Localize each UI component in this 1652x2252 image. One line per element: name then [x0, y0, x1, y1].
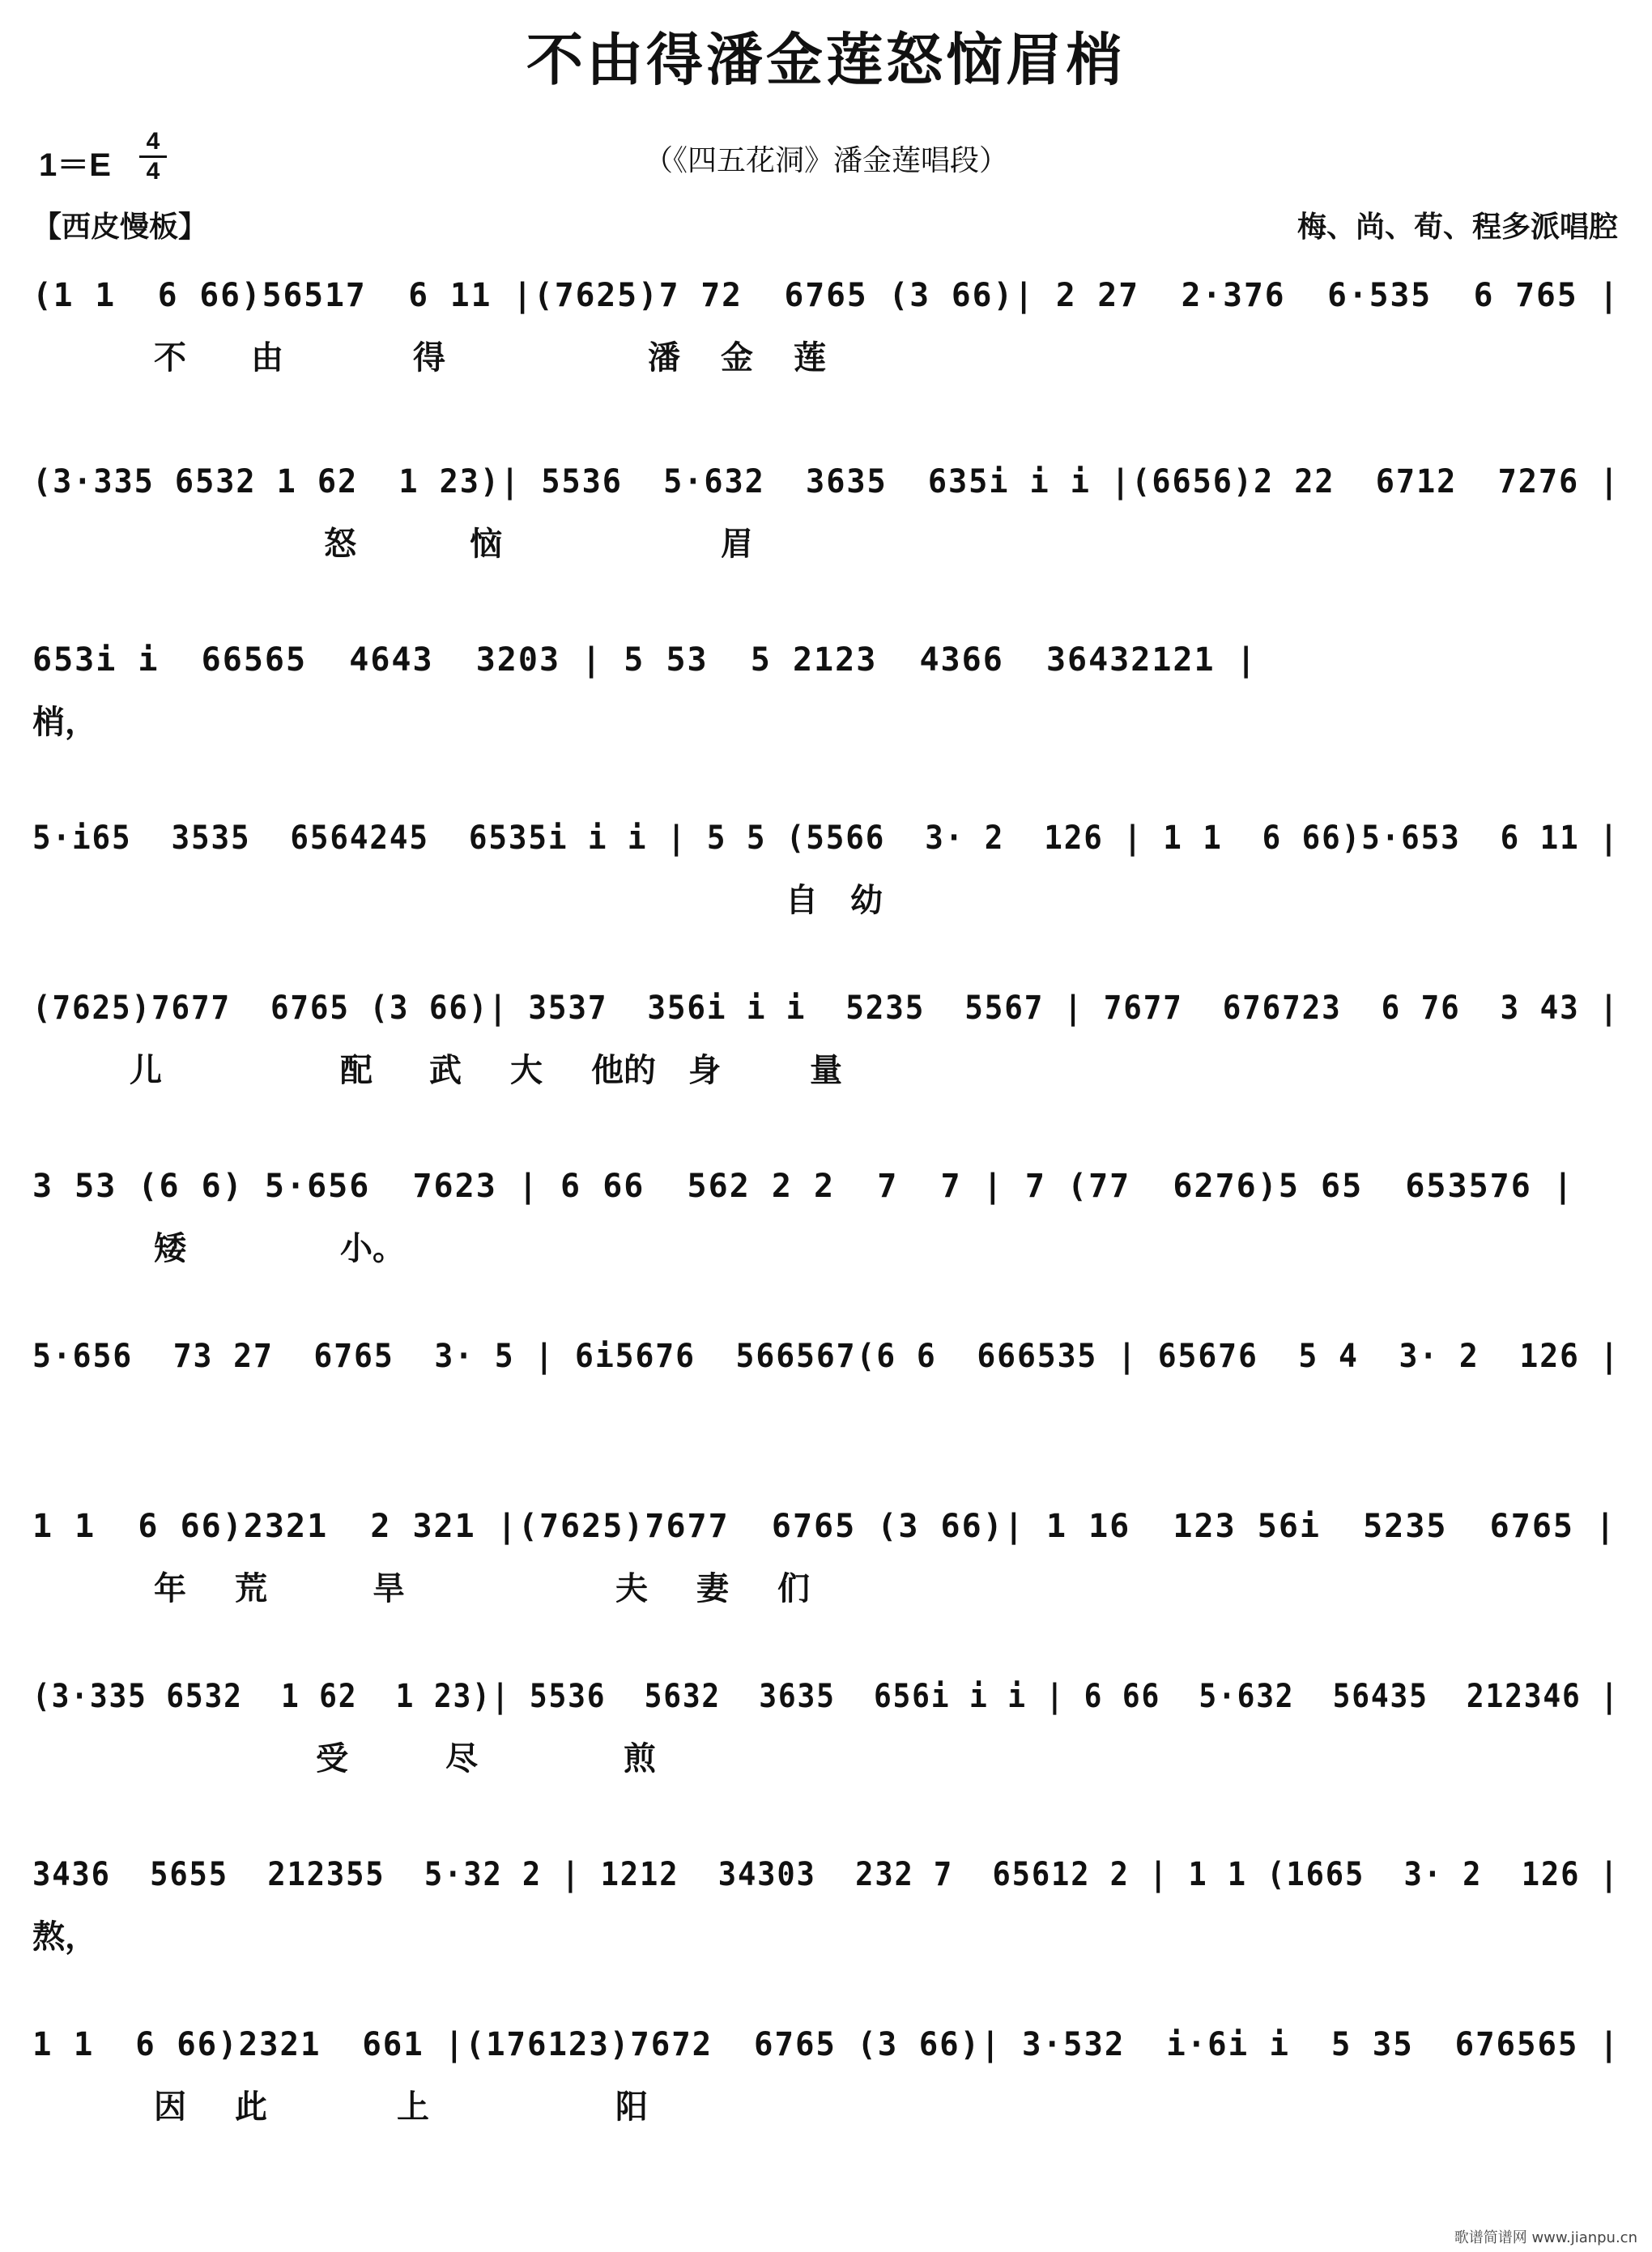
key-signature: 1＝E: [39, 147, 111, 183]
lyric-syllable: 得: [413, 338, 445, 377]
notation-system: [32, 2000, 1624, 2162]
lyric-syllable: 量: [810, 1051, 842, 1089]
lyric-syllable: 不: [154, 338, 186, 377]
notation-system: [32, 964, 1624, 1126]
jianpu-notes: 1 1 6 66)2321 661 |(176123)7672 6765 (3 66)| 3·532 i·6i i 5 35 676565 |: [32, 2026, 1620, 2063]
beam-line: [32, 2067, 1620, 2069]
jianpu-notes: (3·335 6532 1 62 1 23)| 5536 5632 3635 656i i i | 6 66 5·632 56435 212346 |: [32, 1678, 1620, 1715]
lyric-syllable: 他的: [591, 1051, 656, 1089]
lyrics-line: [32, 518, 1624, 567]
lyric-syllable: 荒: [235, 1569, 267, 1607]
jianpu-notes: (3·335 6532 1 62 1 23)| 5536 5·632 3635 635i i i |(6656)2 22 6712 7276 |: [32, 463, 1620, 500]
time-signature-bottom: 4: [146, 158, 160, 185]
beam-line: [32, 317, 1620, 320]
lyric-syllable: 梢，: [32, 703, 97, 741]
lyrics-line: [32, 696, 1624, 745]
jianpu-notes: 5·656 73 27 6765 3· 5 | 6i5676 566567(6 6 666535 | 65676 5 4 3· 2 126 |: [32, 1338, 1620, 1375]
jianpu-notes: 1 1 6 66)2321 2 321 |(7625)7677 6765 (3 66)| 1 16 123 56i 5235 6765 |: [32, 1508, 1617, 1545]
beam-line: [32, 504, 1620, 506]
notation-system: [32, 251, 1624, 413]
singing-school: 梅、尚、荀、程多派唱腔: [1296, 210, 1618, 244]
lyric-syllable: 阳: [615, 2088, 648, 2126]
lyric-syllable: 尽: [445, 1739, 478, 1777]
beam-line: [32, 1030, 1620, 1032]
lyrics-line: [32, 1393, 1624, 1441]
lyric-syllable: 煎: [624, 1739, 656, 1777]
lyric-syllable: 矮: [154, 1229, 186, 1267]
lyric-syllable: 怒: [324, 525, 356, 563]
lyric-syllable: 由: [251, 338, 283, 377]
beam-line: [32, 1718, 1620, 1721]
lyric-syllable: 潘: [648, 338, 680, 377]
beam-line: [32, 1208, 1620, 1211]
lyric-syllable: 金: [721, 338, 753, 377]
lyric-syllable: 眉: [721, 525, 753, 563]
lyric-syllable: 小。: [340, 1229, 405, 1267]
lyric-syllable: 儿: [130, 1051, 162, 1089]
lyrics-line: [32, 875, 1624, 923]
lyric-syllable: 妻: [696, 1569, 729, 1607]
score-title: 不由得潘金莲怒恼眉梢: [526, 26, 1126, 93]
jianpu-notes: 3 53 (6 6) 5·656 7623 | 6 66 562 2 2 7 7 | 7 (77 6276)5 65 653576 |: [32, 1168, 1574, 1205]
lyric-syllable: 因: [154, 2088, 186, 2126]
jianpu-notes: (1 1 6 66)56517 6 11 |(7625)7 72 6765 (3 66)| 2 27 2·376 6·535 6 765 |: [32, 277, 1620, 314]
notation-system: [32, 1830, 1624, 1992]
lyric-syllable: 大: [510, 1051, 543, 1089]
score-subtitle: （《四五花洞》潘金莲唱段）: [643, 144, 1008, 177]
lyrics-line: [32, 1733, 1624, 1782]
lyric-syllable: 们: [777, 1569, 810, 1607]
lyric-syllable: 幼: [850, 881, 883, 919]
lyric-syllable: 配: [340, 1051, 373, 1089]
lyric-syllable: 莲: [794, 338, 826, 377]
jianpu-notes: 5·i65 3535 6564245 6535i i i | 5 5 (5566 3· 2 126 | 1 1 6 66)5·653 6 11 |: [32, 819, 1620, 857]
time-signature-top: 4: [146, 128, 160, 155]
lyric-syllable: 武: [429, 1051, 462, 1089]
lyric-syllable: 恼: [470, 525, 502, 563]
lyrics-line: [32, 332, 1624, 381]
notation-system: [32, 794, 1624, 956]
lyrics-line: [32, 2081, 1624, 2130]
beam-line: [32, 1897, 1620, 1899]
notation-system: [32, 1312, 1624, 1474]
notation-system: [32, 437, 1624, 599]
site-watermark: 歌谱简谱网 www.jianpu.cn: [1454, 2229, 1637, 2246]
beam-line: [32, 860, 1620, 862]
notation-system: [32, 615, 1624, 777]
lyric-syllable: 熬，: [32, 1918, 97, 1956]
lyric-syllable: 受: [316, 1739, 348, 1777]
jianpu-notes: 3436 5655 212355 5·32 2 | 1212 34303 232 7 65612 2 | 1 1 (1665 3· 2 126 |: [32, 1856, 1620, 1893]
lyric-syllable: 自: [786, 881, 818, 919]
notation-system: [32, 1482, 1624, 1644]
lyric-syllable: 上: [397, 2088, 429, 2126]
lyrics-line: [32, 1911, 1624, 1960]
jianpu-notes: (7625)7677 6765 (3 66)| 3537 356i i i 5235 5567 | 7677 676723 6 76 3 43 |: [32, 990, 1620, 1027]
beam-line: [32, 1378, 1620, 1381]
lyric-syllable: 年: [154, 1569, 186, 1607]
beam-line: [32, 682, 1620, 684]
beam-line: [32, 1548, 1620, 1551]
lyrics-line: [32, 1563, 1624, 1611]
lyric-syllable: 此: [235, 2088, 267, 2126]
lyric-syllable: 夫: [615, 1569, 648, 1607]
lyric-syllable: 旱: [373, 1569, 405, 1607]
lyrics-line: [32, 1223, 1624, 1271]
lyrics-line: [32, 1045, 1624, 1093]
lyric-syllable: 身: [688, 1051, 721, 1089]
jianpu-notes: 653i i 66565 4643 3203 | 5 53 5 2123 4366 36432121 |: [32, 641, 1258, 679]
notation-system: [32, 1142, 1624, 1304]
notation-system: [32, 1652, 1624, 1814]
tempo-marking: 【西皮慢板】: [32, 210, 208, 244]
